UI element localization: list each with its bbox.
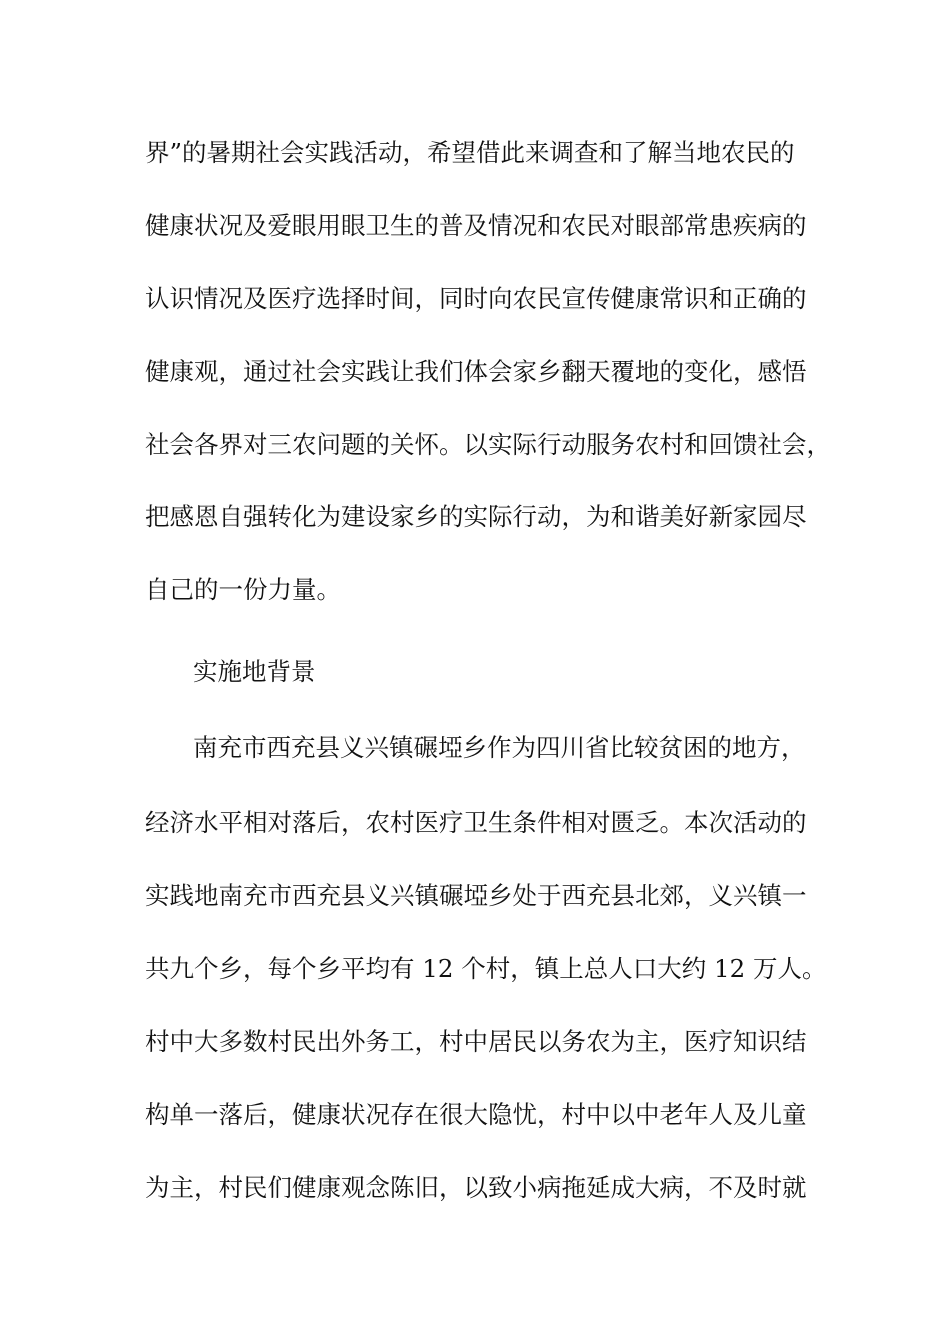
paragraph-line: 健康状况及爱眼用眼卫生的普及情况和农民对眼部常患疾病的: [145, 211, 807, 240]
paragraph-line: 界”的暑期社会实践活动，希望借此来调查和了解当地农民的: [145, 138, 795, 167]
paragraph-line: 共九个乡，每个乡平均有 12 个村，镇上总人口大约 12 万人。: [145, 954, 827, 983]
paragraph-line: 经济水平相对落后，农村医疗卫生条件相对匮乏。本次活动的: [145, 808, 807, 837]
paragraph-line: 健康观，通过社会实践让我们体会家乡翻天覆地的变化，感悟: [145, 357, 807, 386]
paragraph-line: 认识情况及医疗选择时间，同时向农民宣传健康常识和正确的: [145, 284, 807, 313]
paragraph-line: 村中大多数村民出外务工，村中居民以务农为主，医疗知识结: [145, 1027, 807, 1056]
paragraph-line: 为主，村民们健康观念陈旧，以致小病拖延成大病，不及时就: [145, 1173, 807, 1202]
paragraph-line: 南充市西充县义兴镇碾埡乡作为四川省比较贫困的地方，: [193, 733, 806, 762]
paragraph-line: 自己的一份力量。: [145, 575, 341, 604]
paragraph-line: 实践地南充市西充县义兴镇碾埡乡处于西充县北郊，义兴镇一: [145, 881, 807, 910]
paragraph-line: 构单一落后，健康状况存在很大隐忧，村中以中老年人及儿童: [145, 1100, 807, 1129]
section-heading: 实施地背景: [193, 657, 316, 686]
paragraph-line: 社会各界对三农问题的关怀。以实际行动服务农村和回馈社会，: [145, 430, 831, 459]
paragraph-line: 把感恩自强转化为建设家乡的实际行动，为和谐美好新家园尽: [145, 502, 807, 531]
